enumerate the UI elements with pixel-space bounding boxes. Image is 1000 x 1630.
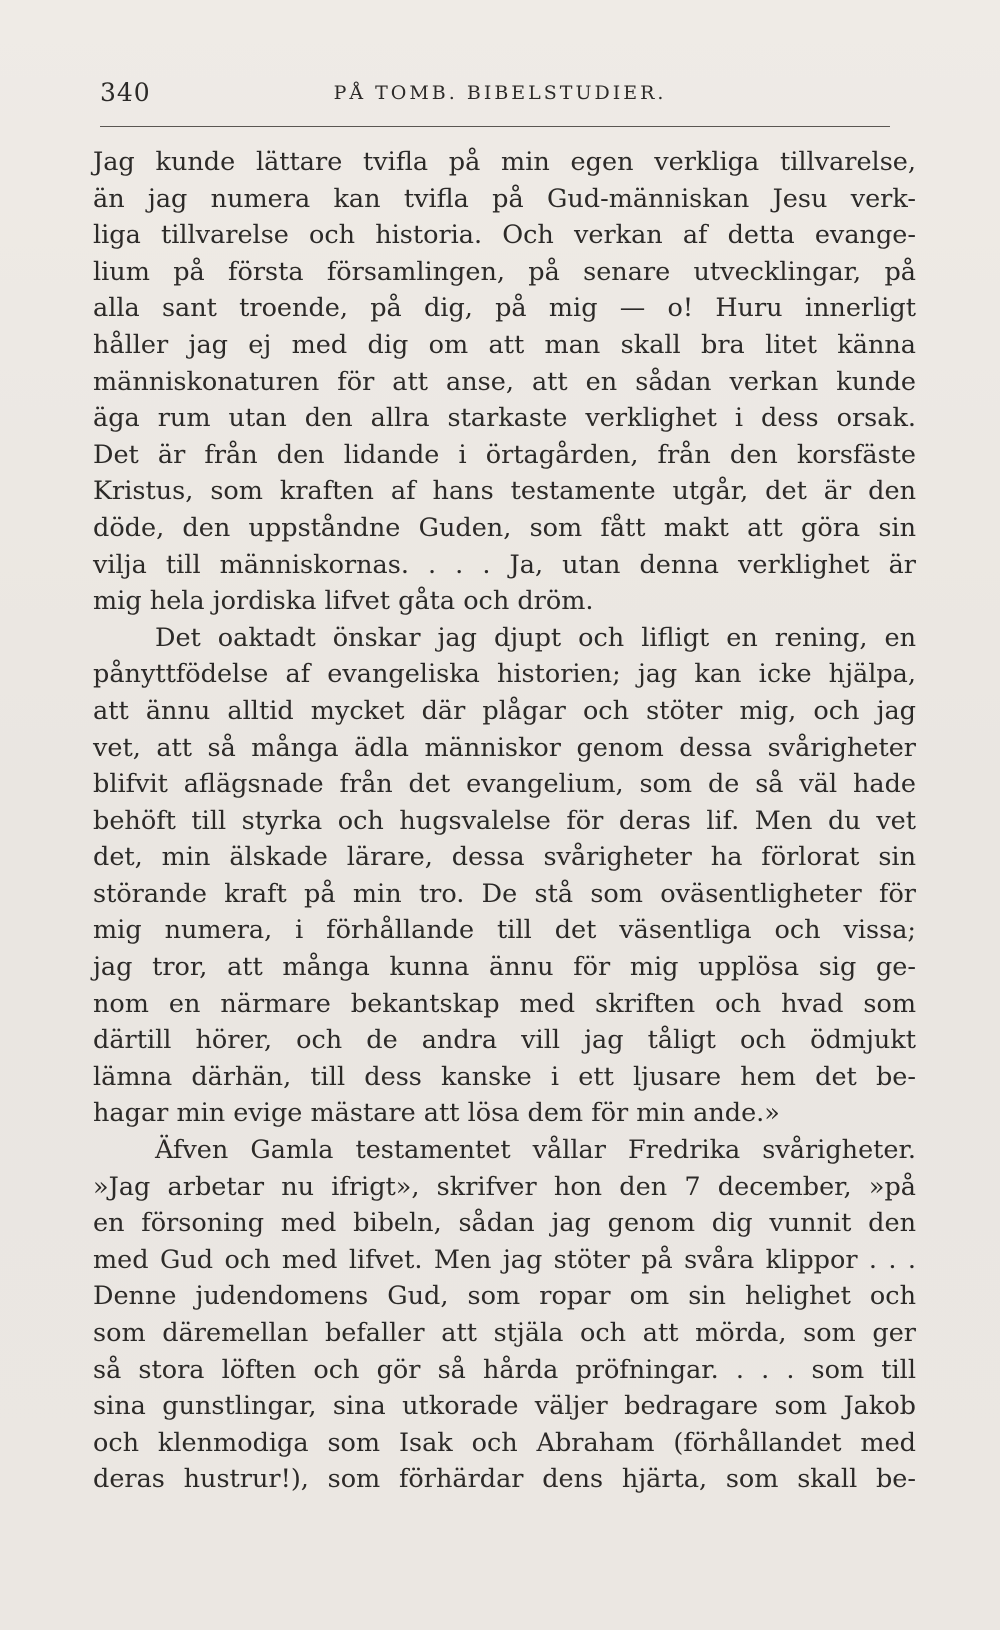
text-line: Denne judendomens Gud, som ropar om sin helighet och <box>93 1281 916 1312</box>
text-line: Det är från den lidande i örtagården, från den korsfäste <box>93 439 916 470</box>
running-head: PÅ TOMB. BIBELSTUDIER. <box>333 82 667 104</box>
text-line: och klenmodiga som Isak och Abraham (förhållandet med <box>93 1427 916 1458</box>
text-line: vet, att så många ädla människor genom dessa svårigheter <box>93 732 916 763</box>
text-line: som däremellan befaller att stjäla och att mörda, som ger <box>93 1318 916 1348</box>
text-line: lium på första församlingen, på senare utvecklingar, på <box>93 256 916 287</box>
text-line: håller jag ej med dig om att man skall bra litet känna <box>93 329 916 360</box>
text-line: lämna därhän, till dess kanske i ett ljusare hem det be- <box>93 1061 916 1092</box>
text-line: alla sant troende, på dig, på mig — o! Huru innerligt <box>93 293 916 324</box>
text-line: deras hustrur!), som förhärdar dens hjärta, som skall be- <box>93 1464 916 1495</box>
text-line: hagar min evige mästare att lösa dem för min ande.» <box>93 1098 780 1129</box>
text-line: »Jag arbetar nu ifrigt», skrifver hon den 7 december, »på <box>93 1171 916 1202</box>
text-line: Kristus, som kraften af hans testamente utgår, det är den <box>93 476 916 507</box>
text-line: nom en närmare bekantskap med skriften och hvad som <box>93 988 916 1019</box>
text-line: en försoning med bibeln, sådan jag genom dig vunnit den <box>93 1208 916 1239</box>
text-line: med Gud och med lifvet. Men jag stöter på svåra klippor . . . <box>93 1244 916 1275</box>
header-rule <box>100 126 890 127</box>
text-line: äga rum utan den allra starkaste verklighet i dess orsak. <box>93 403 916 434</box>
text-line: vilja till människornas. . . . Ja, utan denna verklighet är <box>93 549 916 580</box>
text-line: människonaturen för att anse, att en sådan verkan kunde <box>93 366 916 397</box>
paragraph-first-line: Det oaktadt önskar jag djupt och lifligt en rening, en <box>155 622 916 653</box>
text-line: än jag numera kan tvifla på Gud-människan Jesu verk- <box>93 183 916 214</box>
text-line: sina gunstlingar, sina utkorade väljer bedragare som Jakob <box>93 1391 916 1422</box>
text-line: behöft till styrka och hugsvalelse för deras lif. Men du vet <box>93 805 916 836</box>
paragraph-first-line: Äfven Gamla testamentet vållar Fredrika svårigheter. <box>155 1135 916 1166</box>
page-number: 340 <box>100 78 151 107</box>
text-line: pånyttfödelse af evangeliska historien; jag kan icke hjälpa, <box>93 659 916 690</box>
text-line: jag tror, att många kunna ännu för mig upplösa sig ge- <box>93 952 916 983</box>
text-line: störande kraft på min tro. De stå som oväsentligheter för <box>93 878 916 909</box>
text-line: så stora löften och gör så hårda pröfningar. . . . som till <box>93 1354 916 1385</box>
text-line: det, min älskade lärare, dessa svårigheter ha förlorat sin <box>93 842 916 873</box>
text-line: liga tillvarelse och historia. Och verkan af detta evange- <box>93 220 916 251</box>
text-line: mig hela jordiska lifvet gåta och dröm. <box>93 586 594 617</box>
text-line: därtill hörer, och de andra vill jag tåligt och ödmjukt <box>93 1025 916 1056</box>
text-line: döde, den uppståndne Guden, som fått makt att göra sin <box>93 512 916 543</box>
text-line: att ännu alltid mycket där plågar och stöter mig, och jag <box>93 695 916 726</box>
text-line: mig numera, i förhållande till det väsentliga och vissa; <box>93 915 916 946</box>
text-line: blifvit aflägsnade från det evangelium, som de så väl hade <box>93 769 916 800</box>
body-text <box>93 144 916 1498</box>
text-line: Jag kunde lättare tvifla på min egen verkliga tillvarelse, <box>93 147 916 177</box>
